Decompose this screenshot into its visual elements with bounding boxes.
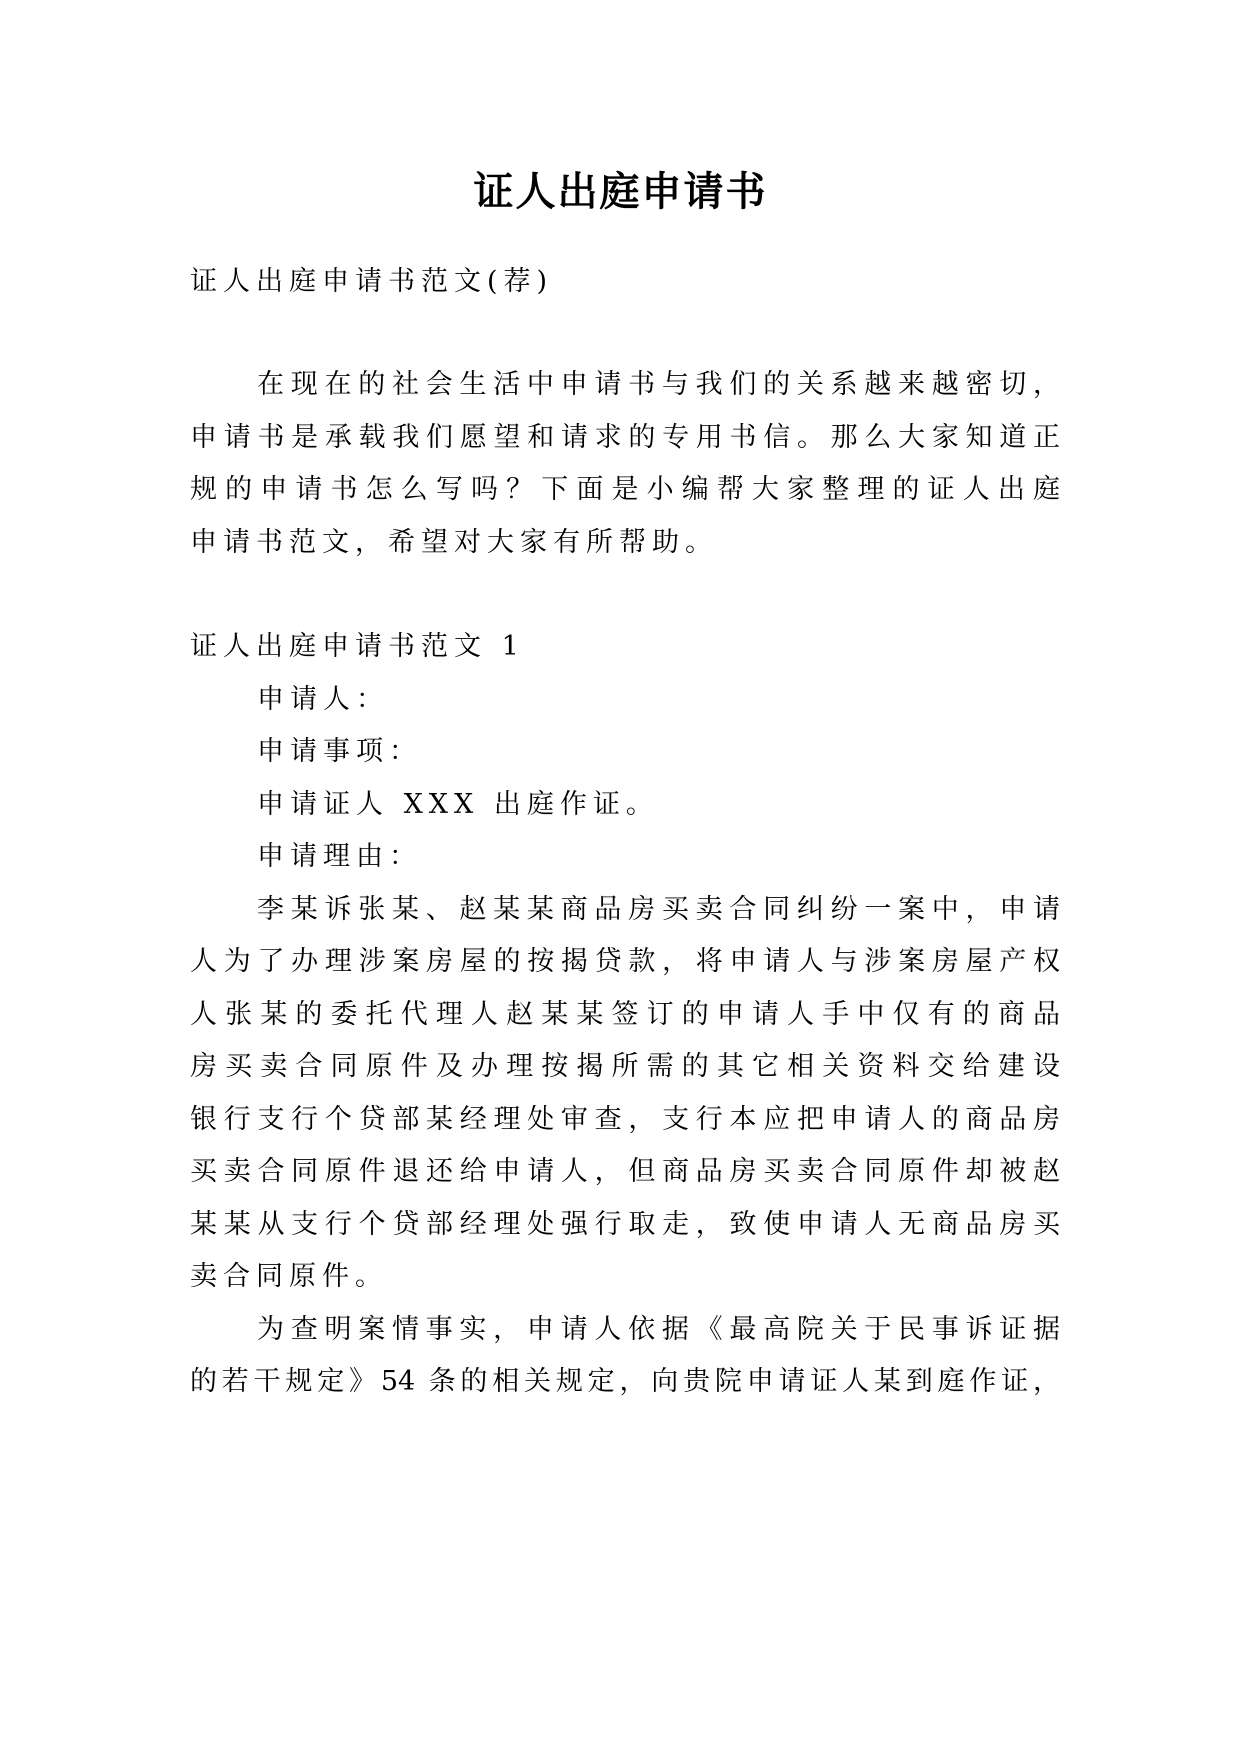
reason-line: 某某从支行个贷部经理处强行取走，致使申请人无商品房买 bbox=[190, 1208, 1060, 1240]
field-request: 申请事项： bbox=[257, 736, 422, 767]
intro-line: 申请书是承载我们愿望和请求的专用书信。那么大家知道正 bbox=[190, 421, 1060, 453]
reason-line: 卖合同原件。 bbox=[190, 1261, 388, 1292]
basis-line: 的若干规定》54 条的相关规定，向贵院申请证人某到庭作证， bbox=[190, 1366, 1060, 1397]
field-reason: 申请理由： bbox=[257, 841, 422, 872]
basis-line: 为查明案情事实，申请人依据《最高院关于民事诉证据 bbox=[257, 1313, 1060, 1345]
document-title: 证人出庭申请书 bbox=[473, 168, 768, 215]
reason-line: 银行支行个贷部某经理处审查，支行本应把申请人的商品房 bbox=[190, 1103, 1060, 1135]
intro-paragraph bbox=[190, 359, 1060, 569]
reason-line: 人张某的委托代理人赵某某签订的申请人手中仅有的商品 bbox=[190, 998, 1060, 1030]
reason-line: 人为了办理涉案房屋的按揭贷款，将申请人与涉案房屋产权 bbox=[190, 946, 1060, 977]
reason-line: 买卖合同原件退还给申请人，但商品房买卖合同原件却被赵 bbox=[190, 1156, 1060, 1187]
subtitle-block bbox=[190, 256, 1060, 309]
field-applicant: 申请人： bbox=[257, 683, 389, 715]
intro-line: 规的申请书怎么写吗？下面是小编帮大家整理的证人出庭 bbox=[190, 474, 1060, 505]
intro-line: 申请书范文，希望对大家有所帮助。 bbox=[190, 526, 718, 558]
section-heading: 证人出庭申请书范文 1 bbox=[190, 631, 525, 662]
intro-line: 在现在的社会生活中申请书与我们的关系越来越密切， bbox=[257, 369, 1060, 400]
reason-line: 李某诉张某、赵某某商品房买卖合同纠纷一案中，申请 bbox=[257, 893, 1060, 925]
field-request-detail: 申请证人 XXX 出庭作证。 bbox=[257, 788, 659, 820]
reason-line: 房买卖合同原件及办理按揭所需的其它相关资料交给建设 bbox=[190, 1051, 1060, 1082]
subtitle: 证人出庭申请书范文(荐) bbox=[190, 266, 554, 297]
sample-section bbox=[190, 621, 1060, 1409]
